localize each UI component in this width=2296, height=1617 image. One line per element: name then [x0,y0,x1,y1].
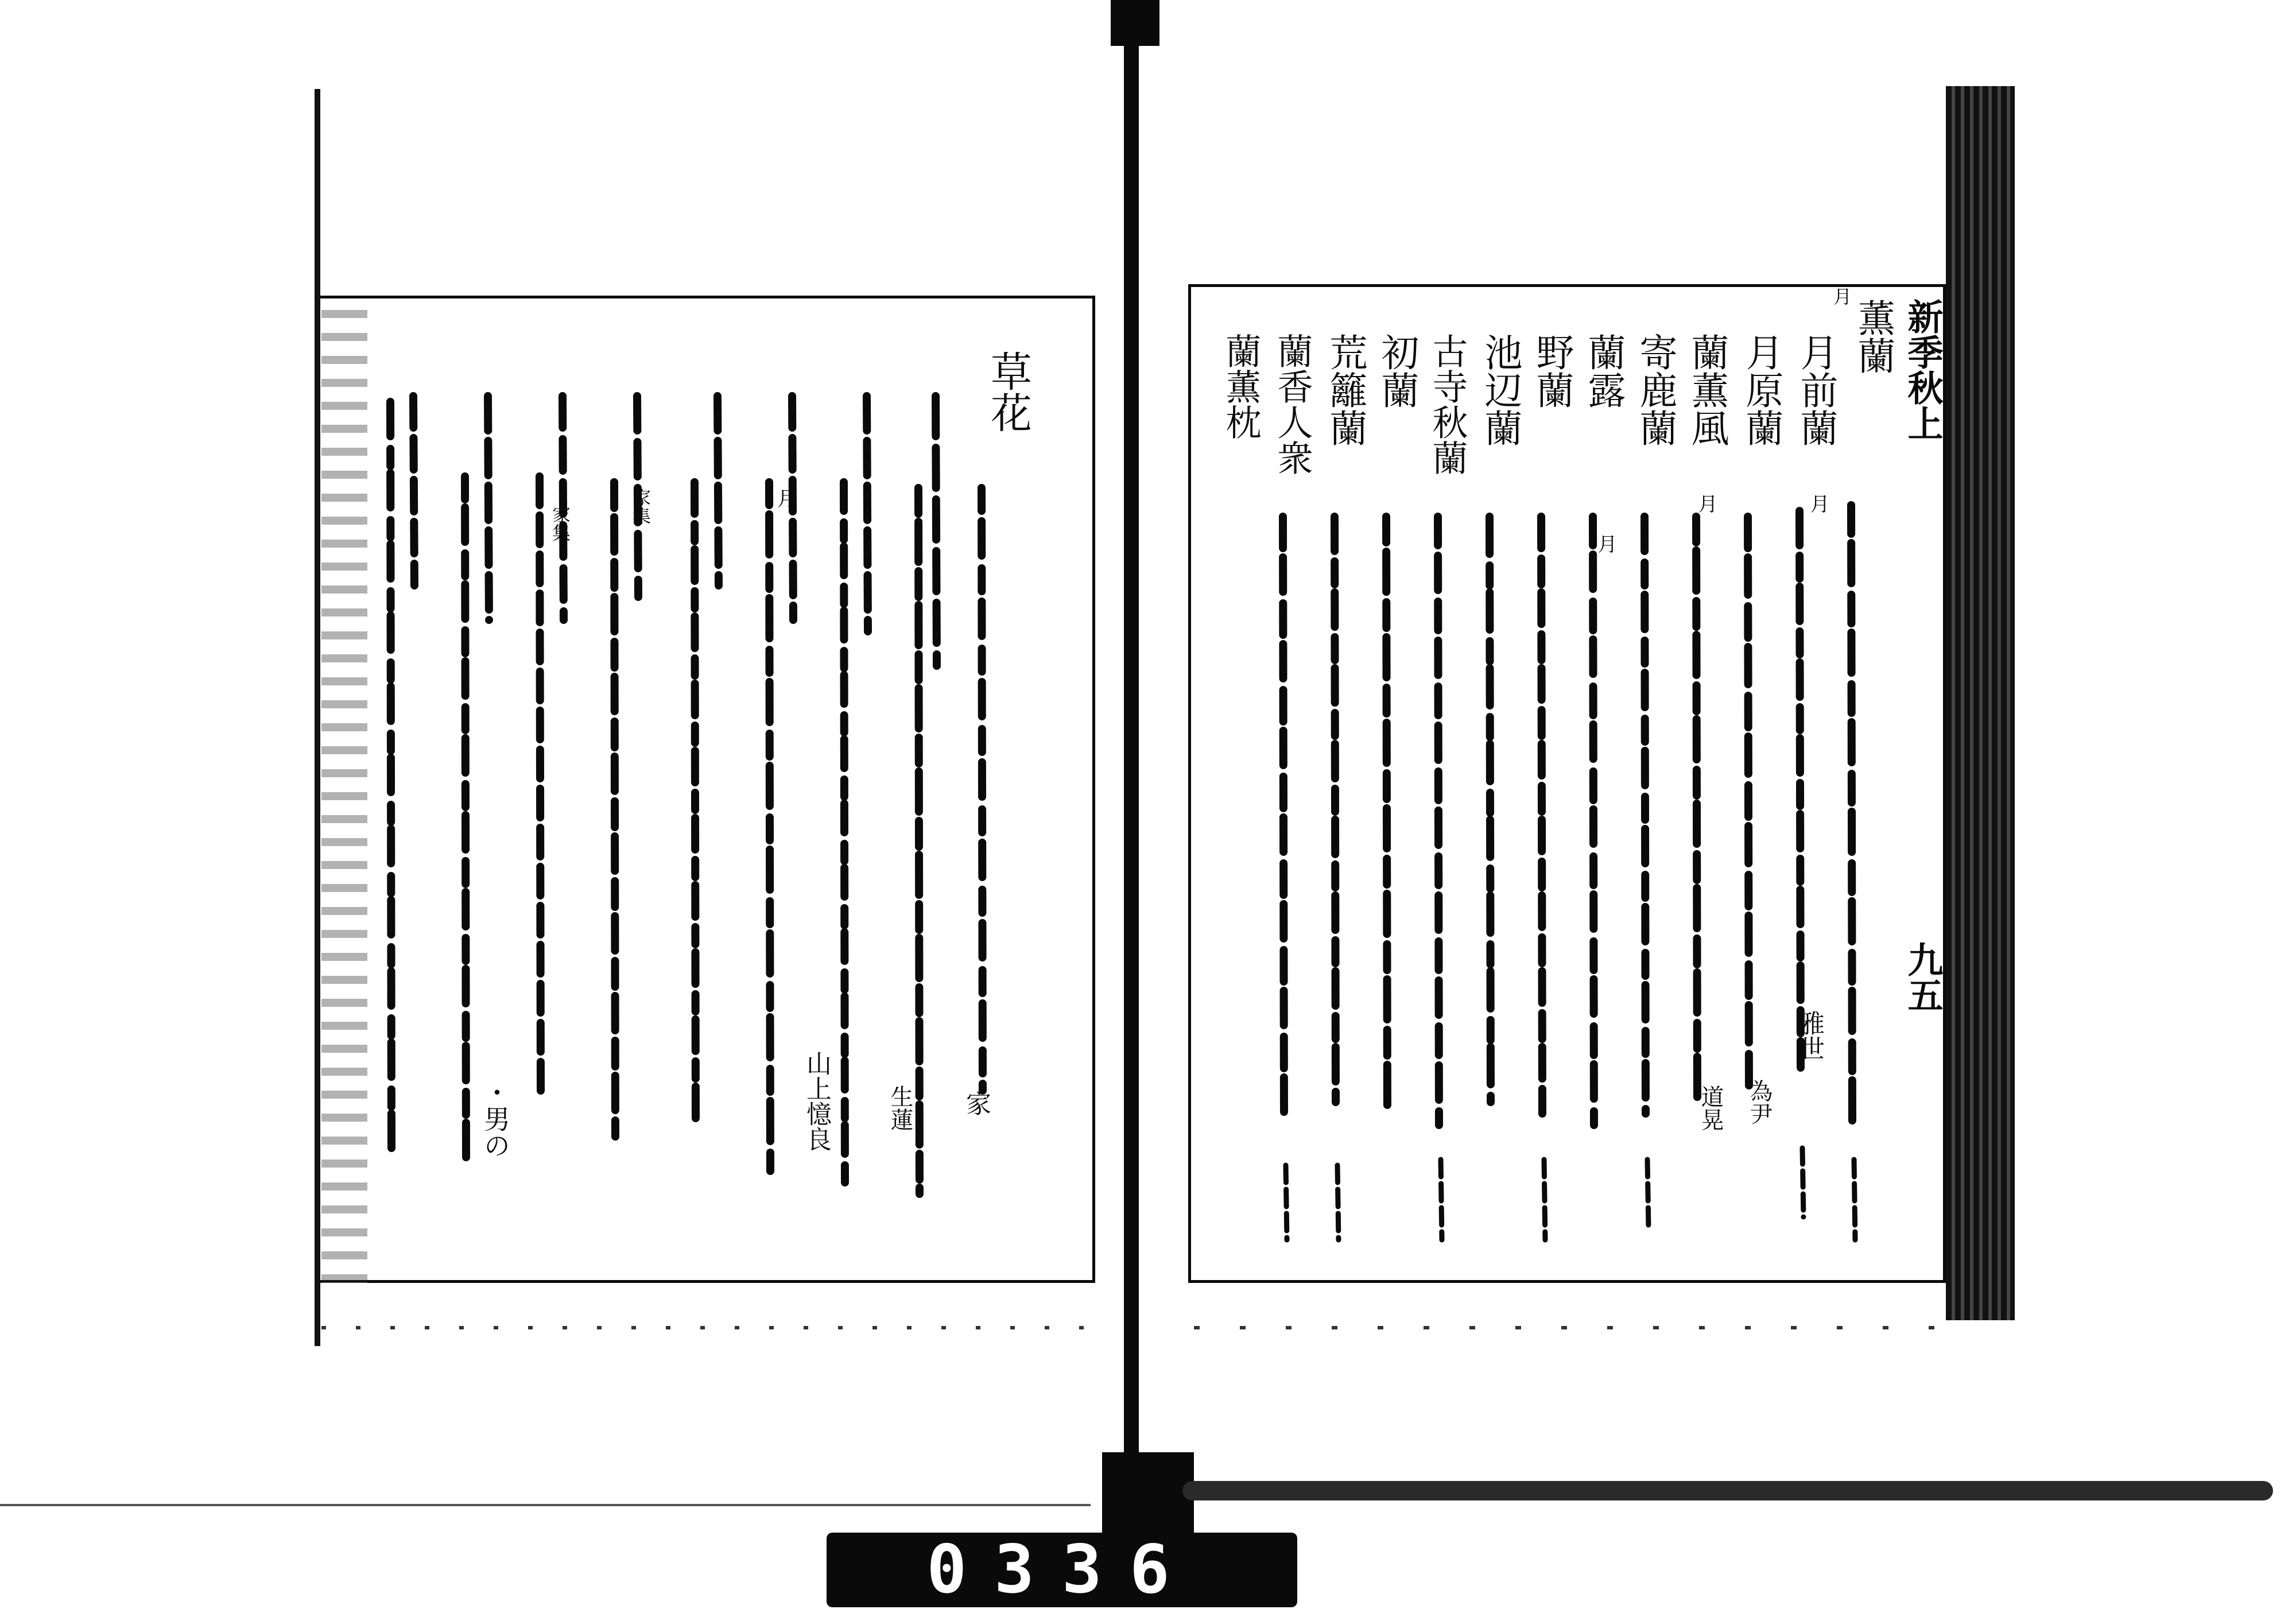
contents-item: 寄鹿蘭 [1633,333,1677,447]
left-section-heading: 草花 [984,350,1032,433]
right-col-tag-3: 月 [1594,534,1617,553]
left-poet-tag-2: 生蓮 [887,1085,913,1131]
bottom-margin-specks-right [1194,1326,1952,1329]
left-page-gutter-smudge [321,310,367,1286]
right-poet-tag-1: 雅世 [1795,1010,1824,1061]
left-col-tag-1: 月 [774,488,797,509]
running-title: 新季秋上 [1902,298,1944,441]
contents-item: 荒籬蘭 [1323,333,1367,447]
right-poet-tag-2: 為尹 [1746,1079,1773,1125]
film-edge-streak [1182,1481,2273,1500]
contents-item: 月前蘭 [1794,333,1838,447]
left-col-tag-2: 家集 [630,488,651,525]
left-page-text [367,344,1045,1263]
frame-number: 0336 [926,1531,1197,1608]
contents-item: 蘭薫枕 [1220,333,1262,440]
contents-item: 蘭露 [1581,333,1626,409]
right-poet-tag-3: 道晃 [1697,1085,1724,1131]
frame-number-box [827,1533,1297,1607]
contents-item: 野蘭 [1530,333,1574,409]
contents-list [1211,298,1895,505]
right-page-text [1211,494,1900,1274]
left-text-fragment: ・男の [480,1079,511,1158]
contents-item: 蘭薫風 [1685,333,1729,447]
folio-number: 九五 [1902,941,1944,1013]
contents-item: 初蘭 [1375,333,1419,409]
right-page-fore-edge [1946,86,2015,1320]
contents-annotation: 月 [1830,287,1852,305]
left-col-tag-3: 家集 [549,505,571,542]
contents-item: 蘭香人衆 [1271,333,1313,475]
contents-item: 月原蘭 [1739,333,1783,447]
contents-item: 池辺蘭 [1478,333,1522,447]
left-page-edge [315,89,320,1346]
bottom-margin-specks [321,1326,1102,1329]
book-gutter-line [1124,34,1139,1504]
right-col-tag-2: 月 [1694,494,1717,513]
contents-item: 古寺秋蘭 [1426,333,1468,475]
film-edge-streak-left [0,1504,1091,1506]
left-poet-tag-3: 山上憶良 [802,1050,831,1151]
right-col-tag-1: 月 [1806,494,1829,513]
contents-item: 薫蘭 [1851,298,1895,374]
left-poet-tag-1: 家 [961,1091,991,1116]
